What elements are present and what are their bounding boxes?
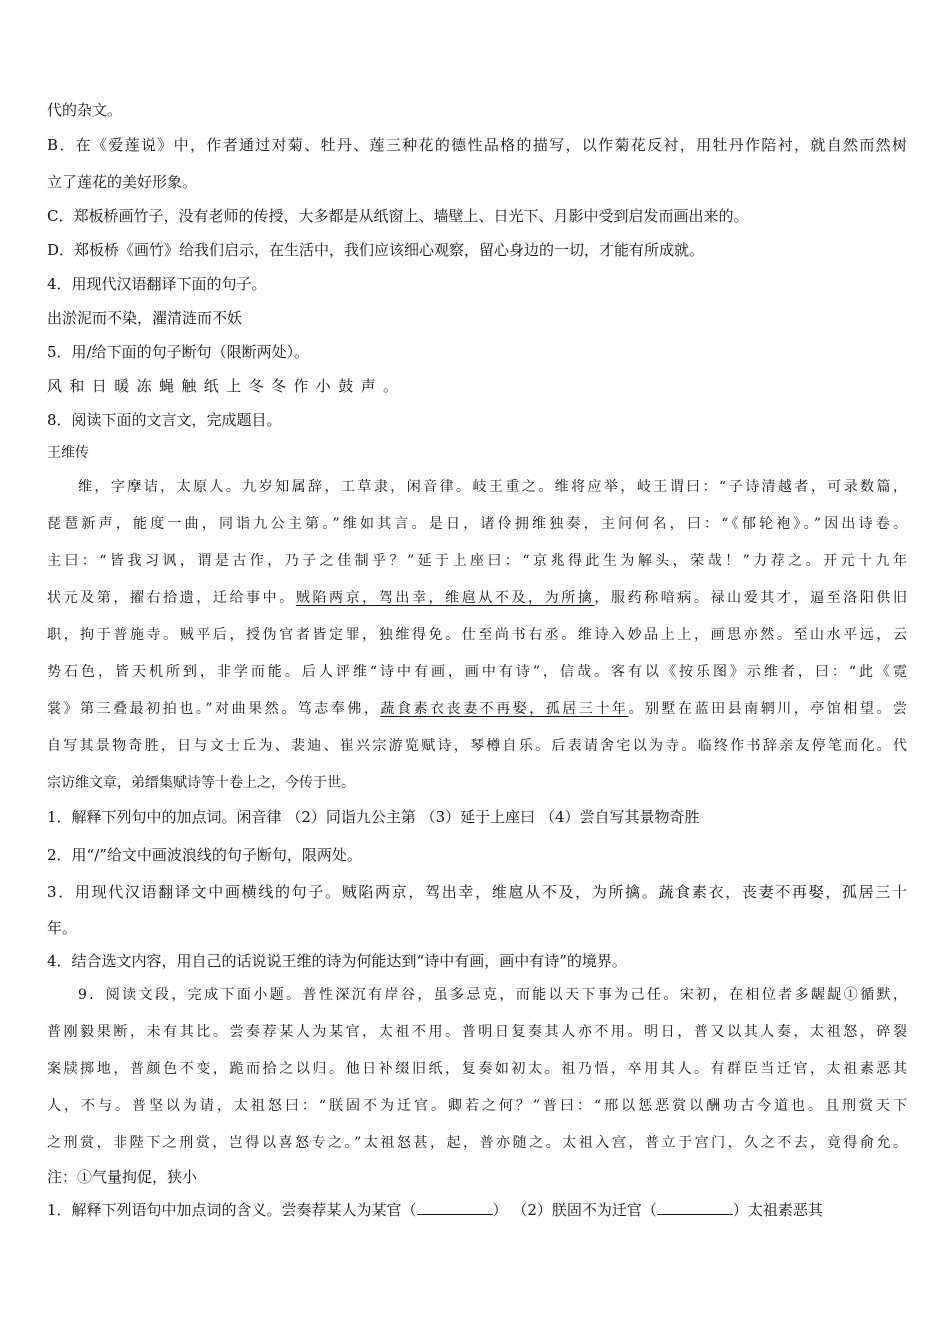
subquestion-4: 4．结合选文内容，用自己的话说说王维的诗为何能达到“诗中有画，画中有诗”的境界。 (47, 952, 627, 970)
subquestion-3-cont: 年。 (47, 919, 78, 937)
passage-segment: 裳》第三叠最初拍也。”对曲果然。笃志奉佛， (47, 701, 381, 717)
subquestion-3: 3．用现代汉语翻译文中画横线的句子。贼陷两京，驾出幸，维扈从不及，为所擒。蔬食素衣，丧妻不再娶，孤居三十 (47, 883, 907, 901)
passage-line (47, 699, 907, 719)
question-text: 1．解释下列语句中加点词的含义。尝奏荐某人为某官（ (47, 1201, 417, 1219)
passage-9-line: 普刚毅果断，未有其比。尝奏荐某人为某官，太祖不用。普明日复奏其人亦不用。明日，普又以其人奏，太祖怒，碎裂 (47, 1024, 907, 1040)
passage-9-line: 之刑赏，非陛下之刑赏，岂得以喜怒专之。”太祖怒甚，起，普亦随之。太祖入宫，普立于宫门，久之不去，竟得俞允。 (47, 1135, 907, 1151)
option-b-line: B．在《爱莲说》中，作者通过对菊、牡丹、莲三种花的德性品格的描写，以作菊花反衬，用牡丹作陪衬，就自然而然树 (47, 136, 907, 154)
answer-blank[interactable] (657, 1200, 733, 1215)
option-d-line: D．郑板桥《画竹》给我们启示，在生活中，我们应该细心观察，留心身边的一切，才能有所成就。 (47, 241, 705, 259)
passage-line: 势石色，皆天机所到，非学而能。后人评维“诗中有画，画中有诗”，信哉。客有以《按乐图》示维者，曰：“此《霓 (47, 664, 907, 680)
option-b-cont: 立了莲花的美好形象。 (47, 173, 198, 191)
passage-segment: ，服药称喑病。禄山爱其才，逼至洛阳供旧 (594, 590, 907, 606)
passage-9-line: 案牍掷地，普颜色不变，跪而拾之以归。他日补缀旧纸，复奏如初太。祖乃悟，卒用其人。有群臣当迁官，太祖素恶其 (47, 1061, 907, 1077)
subquestion-2: 2．用“/”给文中画波浪线的句子断句，限两处。 (47, 846, 362, 864)
question-8: 8．阅读下面的文言文，完成题目。 (47, 411, 282, 429)
passage-segment: 。别墅在蓝田县南辋川，亭馆相望。尝 (628, 701, 907, 717)
passage-line: 维，字摩诘，太原人。九岁知属辞，工草隶，闲音律。岐王重之。维将应举，岐王谓曰：“子诗清越者，可录数篇， (78, 479, 907, 495)
translate-sentence: 出淤泥而不染，濯清涟而不妖 (47, 309, 243, 327)
option-c-line: C．郑板桥画竹子，没有老师的传授，大多都是从纸窗上、墙壁上、日光下、月影中受到启发而画出来的。 (47, 207, 749, 225)
passage-segment: 状元及第，擢右拾遗，迁给事中。 (47, 590, 296, 606)
punctuate-sentence: 风和日暖冻蝇触纸上冬冬作小鼓声。 (47, 377, 406, 395)
passage-line: 自写其景物奇胜，日与文士丘为、裴迪、崔兴宗游览赋诗，琴樽自乐。后表请舍宅以为寺。临终作书辞亲友停笔而化。代 (47, 738, 907, 754)
footnote: 注：①气量拘促，狭小 (47, 1168, 198, 1186)
underlined-sentence: 贼陷两京，驾出幸，维扈从不及，为所擒 (295, 590, 595, 606)
passage-title: 王维传 (47, 445, 89, 461)
passage-line: 琵琶新声，能度一曲，同诣九公主第。”维如其言。是日，诸伶拥维独奏，主问何名，曰：“《郁轮袍》。”因出诗卷。 (47, 516, 907, 532)
underlined-sentence: 蔬食素衣丧妻不再娶，孤居三十年 (380, 701, 629, 717)
passage-line: 职，拘于普施寺。贼平后，授伪官者皆定罪，独维得免。仕至尚书右丞。维诗入妙品上上，画思亦然。至山水平远，云 (47, 627, 907, 643)
subquestion-1: 1．解释下列句中的加点词。闲音律 （2）同诣九公主第 （3）延于上座曰 （4）尝自写其景物奇胜 (47, 808, 700, 826)
question-5: 5．用/给下面的句子断句（限断两处）。 (47, 343, 310, 361)
passage-9-line: 人，不与。普坚以为请，太祖怒曰：“朕固不为迁官。卿若之何？”普曰：“邢以惩恶赏以酬功古今道也。且刑赏天下 (47, 1098, 907, 1114)
passage-line: 主曰：“皆我习讽，谓是古作，乃子之佳制乎？”延于上座曰：“京兆得此生为解头，荣哉！”力荐之。开元十九年 (47, 553, 907, 569)
question-4: 4．用现代汉语翻译下面的句子。 (47, 275, 267, 293)
text-line: 代的杂文。 (47, 101, 123, 119)
passage-line: 宗访维文章，弟缙集赋诗等十卷上之，今传于世。 (47, 775, 355, 791)
passage-line (47, 588, 907, 608)
question-9-1 (47, 1200, 907, 1220)
passage-9-line: 9．阅读文段，完成下面小题。普性深沉有岸谷，虽多忌克，而能以天下事为己任。宋初，在相位者多龌龊①循默， (78, 987, 907, 1003)
answer-blank[interactable] (417, 1200, 493, 1215)
question-text: ）太祖素恶其 (732, 1201, 823, 1219)
question-text: ） （2）朕固不为迁官（ (492, 1201, 657, 1219)
